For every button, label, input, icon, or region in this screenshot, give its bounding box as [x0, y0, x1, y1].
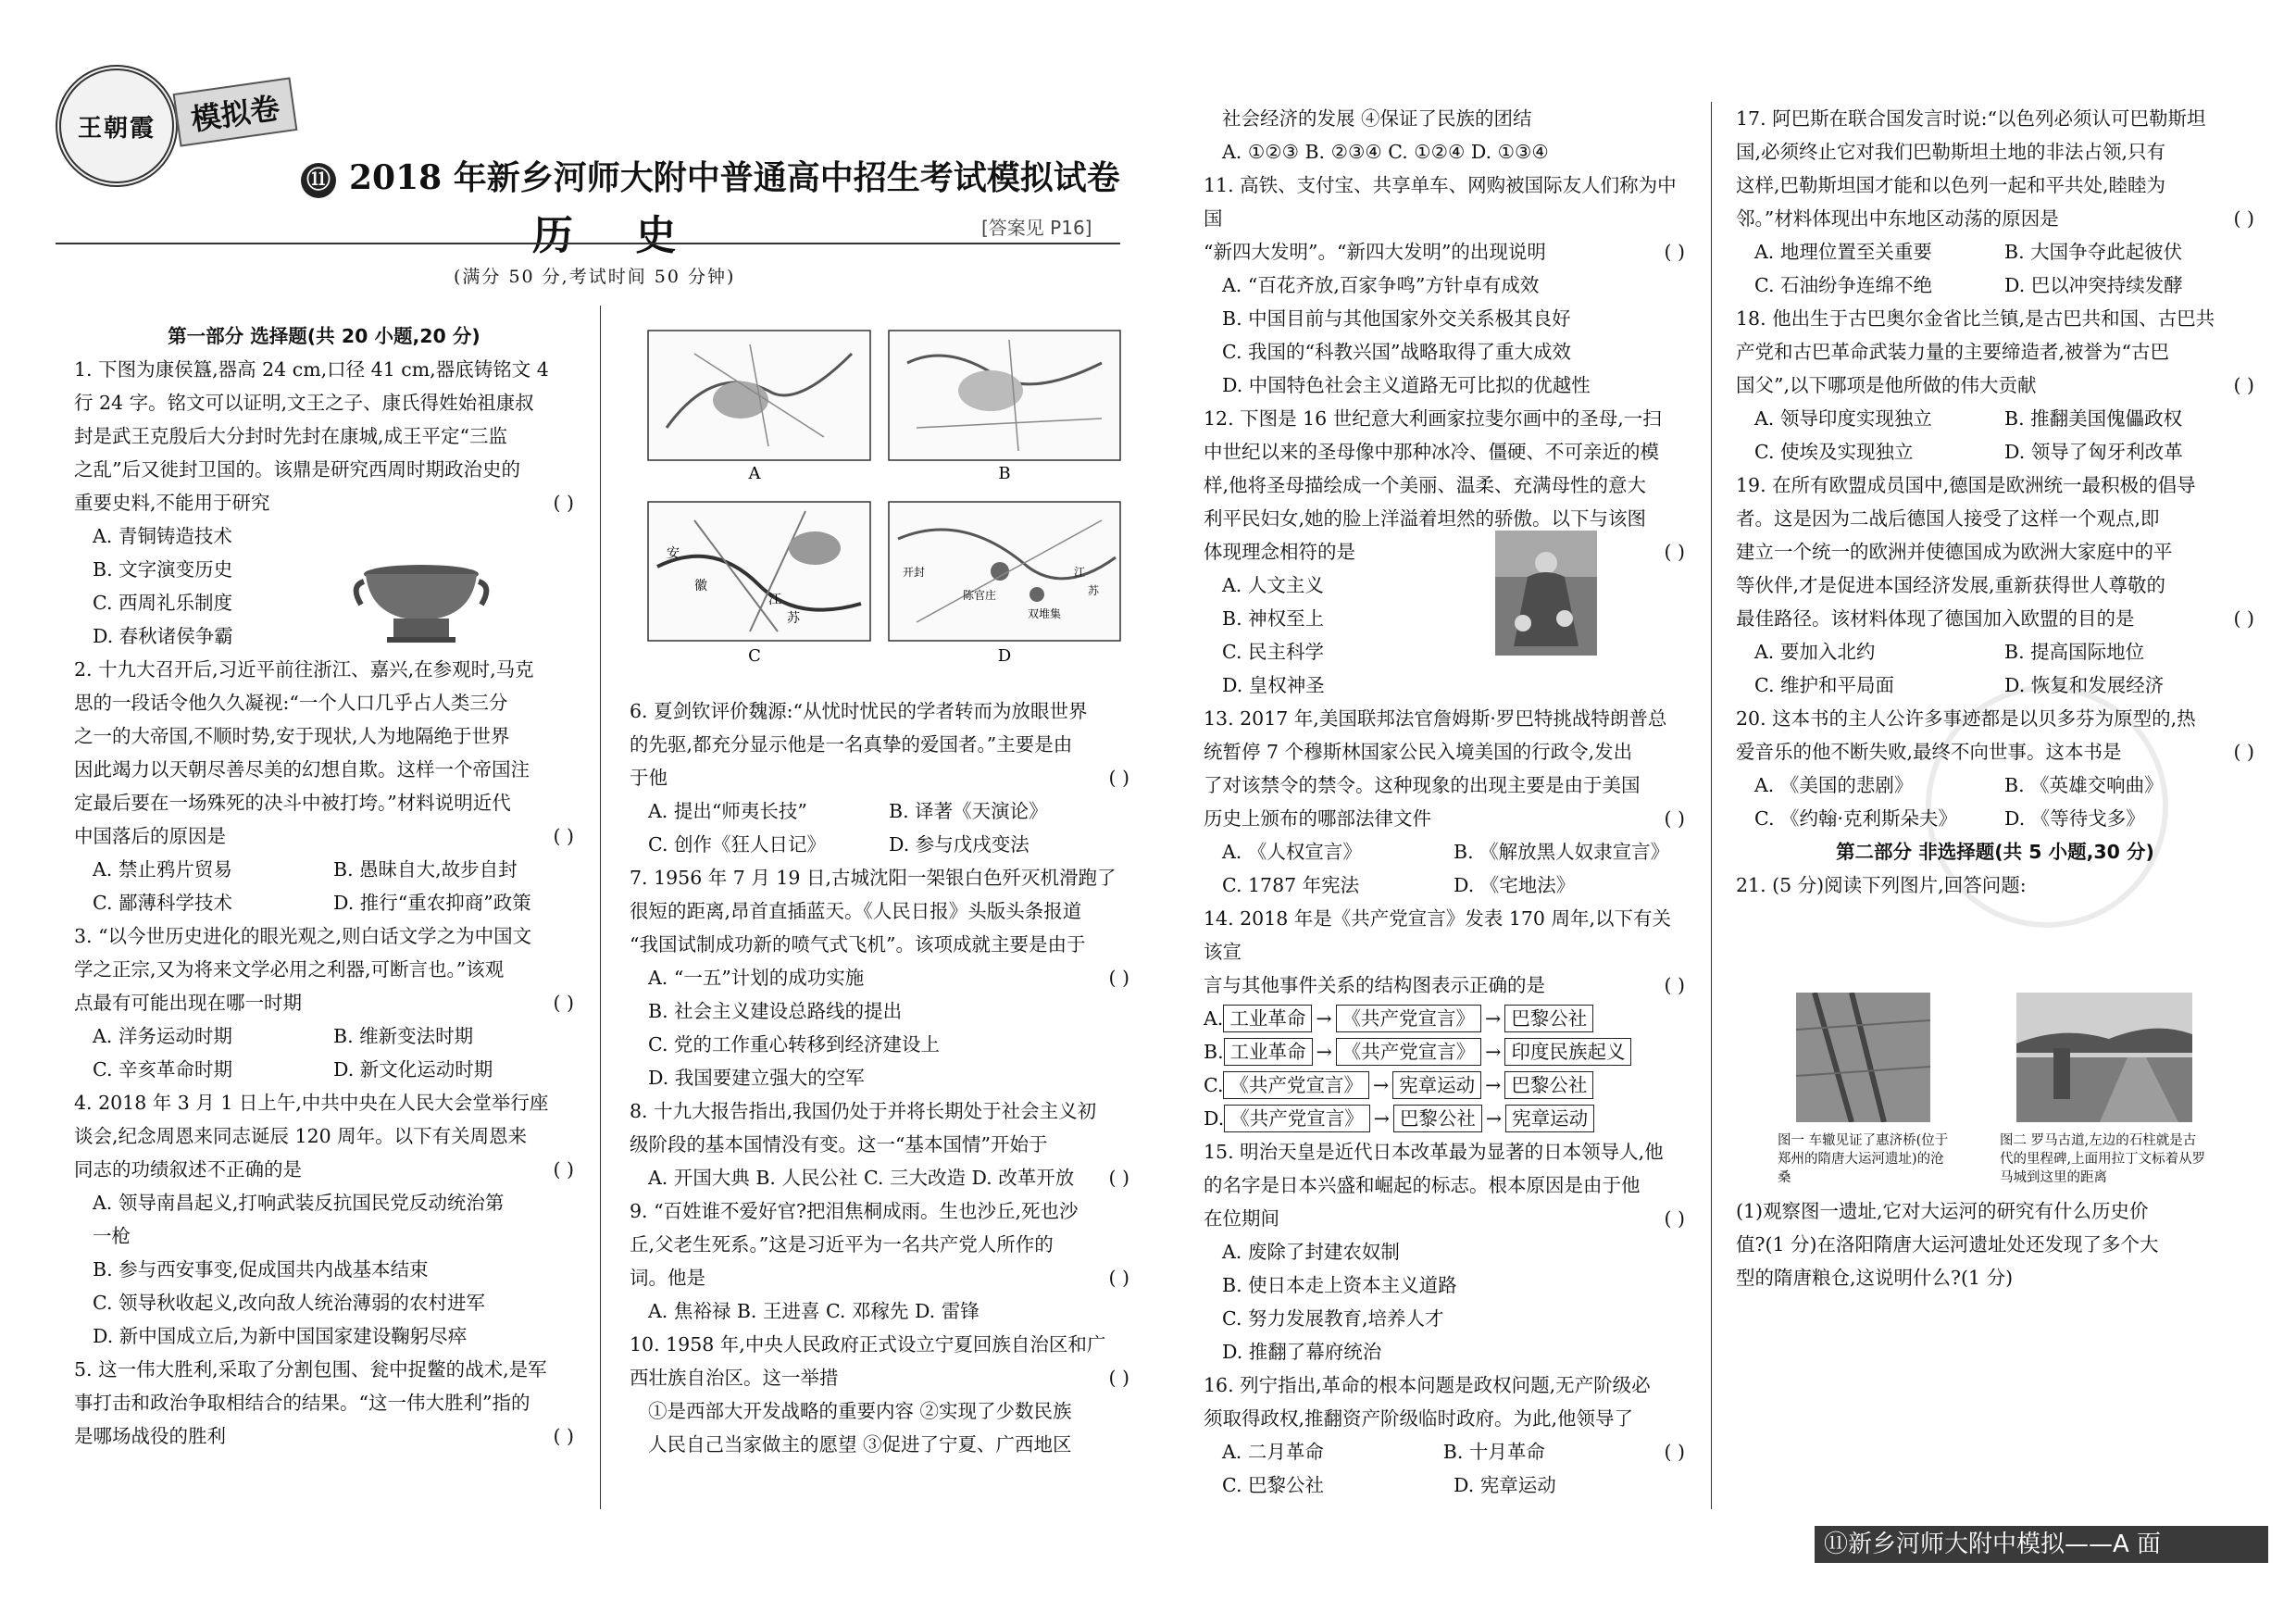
answer-option: A. 要加入北约: [1754, 641, 1876, 663]
question-line: [1204, 1202, 1685, 1235]
answer-option: A. 领导印度实现独立: [1754, 407, 1932, 430]
question-line: 8. 十九大报告指出,我国仍处于并将长期处于社会主义初: [630, 1100, 1097, 1122]
answer-option: C. 民主科学: [1222, 641, 1324, 663]
exam-info: (满分 50 分,考试时间 50 分钟): [454, 267, 736, 287]
answer-blank: ( ): [553, 1425, 574, 1447]
answer-option-row: [74, 1053, 574, 1086]
answer-option: B. 十月革命: [1442, 1441, 1545, 1463]
answer-blank: ( ): [553, 992, 574, 1014]
question-line: 16. 列宁指出,革命的根本问题是政权问题,无产阶级必: [1204, 1374, 1651, 1396]
question-line: 20. 这本书的主人公许多事迹都是以贝多芬为原型的,热: [1736, 707, 2196, 730]
answer-option: 一枪: [93, 1225, 131, 1247]
answer-option: 人民自己当家做主的愿望 ③促进了宁夏、广西地区: [648, 1433, 1072, 1456]
question-text: “新四大发明”。“新四大发明”的出现说明: [1204, 241, 1546, 263]
answer-option: B. 文字演变历史: [93, 558, 233, 581]
question-line: 12. 下图是 16 世纪意大利画家拉斐尔画中的圣母,一扫: [1204, 407, 1662, 430]
map-place: 江: [768, 593, 781, 607]
answer-blank: ( ): [1108, 1267, 1129, 1289]
question-text: 点最有可能出现在哪一时期: [74, 992, 302, 1014]
diagram-box: 巴黎公社: [1504, 1071, 1593, 1099]
answer-option: C. 我国的“科教兴国”战略取得了重大成效: [1222, 341, 1571, 363]
answer-option: C. 党的工作重心转移到经济建设上: [648, 1033, 940, 1056]
answer-option: A. “百花齐放,百家争鸣”方针卓有成效: [1222, 274, 1540, 296]
answer-blank: ( ): [1664, 541, 1685, 563]
roman-road-milestone-photo: [2016, 993, 2192, 1122]
structure-diagram-option: [1204, 1035, 1685, 1068]
question-line: [74, 1153, 574, 1186]
answer-option: A. 领导南昌起义,打响武装反抗国民党反动统治第: [93, 1192, 505, 1214]
question-line: 4. 2018 年 3 月 1 日上午,中共中央在人民大会堂举行座: [74, 1092, 549, 1114]
answer-option-row: [1736, 235, 2254, 269]
publisher-watermark: [1926, 685, 2168, 928]
answer-reference: [答案见 P16]: [981, 217, 1092, 239]
exam-title-text: 2018 年新乡河师大附中普通高中招生考试模拟试卷: [349, 158, 1120, 197]
question-line: 国,必须终止它对我们巴勒斯坦土地的非法占领,只有: [1736, 141, 2166, 163]
answer-option: C. 《约翰·克利斯朵夫》: [1754, 807, 1958, 830]
map-place: 陈官庄: [963, 589, 997, 602]
answer-option: D. 参与戊戌变法: [889, 833, 1029, 856]
answer-option-row: [1736, 635, 2254, 669]
answer-option: D. 恢复和发展经济: [2004, 674, 2165, 696]
question-line: 定最后要在一场殊死的决斗中被打垮。”材料说明近代: [74, 792, 511, 814]
answer-blank: ( ): [1664, 241, 1685, 263]
diagram-box: 工业革命: [1223, 1005, 1312, 1032]
answer-option: A. “一五”计划的成功实施: [648, 967, 865, 989]
map-label-c: C: [748, 646, 761, 666]
diagram-box: 《共产党宣言》: [1223, 1071, 1369, 1099]
structure-diagram-option: [1204, 1068, 1685, 1102]
question-line: 建立一个统一的欧洲并使德国成为欧洲大家庭中的平: [1736, 541, 2173, 563]
question-line: “我国试制成功新的喷气式飞机”。该项成就主要是由于: [630, 933, 1086, 956]
question-text: 最佳路径。该材料体现了德国加入欧盟的目的是: [1736, 607, 2135, 630]
question-text: 于他: [630, 767, 668, 789]
question-text: 同志的功绩叙述不正确的是: [74, 1158, 302, 1181]
answer-option-row: [630, 828, 1129, 861]
question-line: 封是武王克殷后大分封时先封在康城,成王平定“三监: [74, 425, 507, 447]
answer-blank: ( ): [1664, 974, 1685, 996]
question-line: 15. 明治天皇是近代日本改革最为显著的日本领导人,他: [1204, 1141, 1664, 1163]
answer-option: D. 宪章运动: [1454, 1474, 1556, 1496]
question-line: [74, 1419, 574, 1453]
answer-blank: ( ): [1108, 1367, 1129, 1389]
answer-option-row: [1204, 1468, 1685, 1502]
question-line: 1. 下图为康侯簋,器高 24 cm,口径 41 cm,器底铸铭文 4: [74, 358, 549, 381]
question-line: 谈会,纪念周恩来同志诞辰 120 周年。以下有关周恩来: [74, 1125, 528, 1147]
section-heading: 第二部分 非选择题(共 5 小题,30 分): [1836, 841, 2154, 863]
column-1: [74, 319, 574, 1453]
diagram-box: 巴黎公社: [1504, 1005, 1593, 1032]
arrow-icon: →: [1485, 1007, 1502, 1030]
answer-option: D. 我国要建立强大的空军: [648, 1067, 865, 1089]
answer-blank: ( ): [2233, 374, 2254, 396]
answer-option: B. 使日本走上资本主义道路: [1222, 1274, 1457, 1296]
answer-option-row: [1204, 1435, 1664, 1468]
logo-text: 王朝霞: [77, 114, 156, 143]
answer-option: A. 废除了封建农奴制: [1222, 1241, 1400, 1263]
question-line: 17. 阿巴斯在联合国发言时说:“以色列必须认可巴勒斯坦: [1736, 107, 2206, 130]
map-place: 苏: [787, 611, 800, 626]
question-line: [74, 986, 574, 1019]
question-line: 10. 1958 年,中央人民政府正式设立宁夏回族自治区和广: [630, 1333, 1106, 1356]
answer-option: D. 新文化运动时期: [333, 1058, 493, 1081]
answer-option: C. 维护和平局面: [1754, 674, 1894, 696]
question-line: 19. 在所有欧盟成员国中,德国是欧洲统一最积极的倡导: [1736, 474, 2196, 496]
answer-option: C. 领导秋收起义,改向敌人统治薄弱的农村进军: [93, 1292, 486, 1314]
answer-option: C. 辛亥革命时期: [93, 1058, 232, 1081]
answer-option: B. 社会主义建设总路线的提出: [648, 1000, 903, 1022]
answer-option: A. 青铜铸造技术: [93, 525, 232, 547]
answer-option: C. 西周礼乐制度: [93, 592, 232, 614]
answer-option: B. 《英雄交响曲》: [2004, 774, 2164, 796]
answer-option: C. 鄙薄科学技术: [93, 892, 232, 914]
question-text: 爱音乐的他不断失败,最终不向世事。这本书是: [1736, 741, 2122, 763]
answer-option: D. 春秋诸侯争霸: [93, 625, 233, 647]
answer-option: A. 提出“师夷长技”: [648, 800, 807, 822]
exam-number-badge: ⑪: [301, 163, 336, 198]
answer-option: B. 推翻美国傀儡政权: [2004, 407, 2183, 430]
answer-option: A. 《人权宣言》: [1222, 841, 1362, 863]
map-place: 双堆集: [1028, 607, 1062, 620]
question-21-prompt: [1736, 1194, 2254, 1294]
column-divider: [1711, 102, 1712, 1509]
answer-option: D. 推翻了幕府统治: [1222, 1341, 1382, 1363]
question-line: 9. “百姓谁不爱好官?把泪焦桐成雨。生也沙丘,死也沙: [630, 1200, 1079, 1222]
arrow-icon: →: [1372, 1074, 1390, 1096]
question-line: [74, 819, 574, 853]
question-line: 13. 2017 年,美国联邦法官詹姆斯·罗巴特挑战特朗普总: [1204, 707, 1667, 730]
madonna-painting-image: [1495, 531, 1597, 656]
option-letter: A.: [1204, 1007, 1224, 1030]
question-line: [630, 1361, 1129, 1394]
question-line: [630, 761, 1129, 794]
answer-option: B. 译著《天演论》: [889, 800, 1048, 822]
answer-option: D. 《等待戈多》: [2004, 807, 2145, 830]
question-text: 词。他是: [630, 1267, 705, 1289]
answer-option: D. 中国特色社会主义道路无可比拟的优越性: [1222, 374, 1591, 396]
page-footer: ⑪新乡河师大附中模拟——A 面: [1815, 1526, 2268, 1563]
question-line: 事打击和政治争取相结合的结果。“这一伟大胜利”指的: [74, 1392, 530, 1414]
answer-blank: ( ): [1664, 1207, 1685, 1230]
arrow-icon: →: [1373, 1107, 1390, 1130]
structure-diagram-option: [1204, 1002, 1685, 1035]
answer-option: B. 提高国际地位: [2004, 641, 2145, 663]
publisher-logo: [56, 65, 178, 187]
answer-option: A. 二月革命: [1222, 1441, 1324, 1463]
diagram-box: 巴黎公社: [1393, 1105, 1482, 1132]
answer-option: A. 开国大典 B. 人民公社 C. 三大改造 D. 改革开放: [648, 1167, 1075, 1189]
answer-option-row: [630, 794, 1129, 828]
question-line: 统暂停 7 个穆斯林国家公民入境美国的行政令,发出: [1204, 741, 1633, 763]
question-text: 言与其他事件关系的结构图表示正确的是: [1204, 974, 1545, 996]
answer-option-row: [74, 1019, 574, 1053]
answer-option: A. 焦裕禄 B. 王进喜 C. 邓稼先 D. 雷锋: [648, 1300, 980, 1322]
question-line: 6. 夏剑钦评价魏源:“从忧时忧民的学者转而为放眼世界: [630, 700, 1088, 722]
question-line: 丘,父老生死系。”这是习近平为一名共产党人所作的: [630, 1233, 1054, 1256]
map-place: 安: [667, 546, 680, 561]
answer-option: B. 维新变法时期: [333, 1025, 474, 1047]
question-line: (1)观察图一遗址,它对大运河的研究有什么历史价: [1736, 1200, 2149, 1222]
arrow-icon: →: [1316, 1007, 1332, 1030]
answer-option: D. 新中国成立后,为新中国国家建设鞠躬尽瘁: [93, 1325, 468, 1347]
huiji-bridge-ruts-photo: [1796, 993, 1930, 1122]
diagram-box: 《共产党宣言》: [1224, 1105, 1370, 1132]
diagram-box: 印度民族起义: [1504, 1038, 1631, 1066]
answer-option: B. 《解放黑人奴隶宣言》: [1454, 841, 1670, 863]
answer-blank: ( ): [1108, 767, 1129, 789]
structure-diagram-option: [1204, 1102, 1685, 1135]
answer-option: D. 推行“重农抑商”政策: [333, 892, 531, 914]
diagram-box: 宪章运动: [1392, 1071, 1481, 1099]
map-place: 苏: [1088, 584, 1100, 597]
question-line: 21. (5 分)阅读下列图片,回答问题:: [1736, 874, 2027, 896]
figure-1-caption: 图一 车辙见证了惠济桥(位于郑州的隋唐大运河遗址)的沧桑: [1778, 1133, 1949, 1185]
question-text: 在位期间: [1204, 1207, 1279, 1230]
answer-option: D. 领导了匈牙利改革: [2004, 441, 2183, 463]
column-divider: [600, 306, 601, 1509]
question-line: 样,他将圣母描绘成一个美丽、温柔、充满母性的意大: [1204, 474, 1647, 496]
arrow-icon: →: [1316, 1041, 1332, 1063]
answer-option-row: [1736, 402, 2254, 435]
answer-option-row: [1204, 835, 1685, 868]
answer-option: C. 石油纷争连绵不绝: [1754, 274, 1932, 296]
question-line: [1204, 968, 1685, 1002]
answer-option: B. 愚昧自大,故步自封: [333, 858, 518, 881]
question-text: 邻。”材料体现出中东地区动荡的原因是: [1736, 207, 2059, 230]
answer-option: 社会经济的发展 ④保证了民族的团结: [1222, 107, 1532, 130]
subject-title: 历 史: [532, 212, 701, 259]
option-letter: D.: [1204, 1107, 1225, 1130]
diagram-box: 《共产党宣言》: [1336, 1005, 1482, 1032]
answer-option-row: [74, 886, 574, 919]
battle-maps-figure: [639, 326, 1129, 687]
question-text: 是哪场战役的胜利: [74, 1425, 226, 1447]
answer-option: A. 《美国的悲剧》: [1754, 774, 1914, 796]
answer-blank: ( ): [2233, 207, 2254, 230]
question-line: 的先驱,都充分显示他是一名真挚的爱国者。”主要是由: [630, 733, 1073, 756]
answer-option-row: [1736, 269, 2254, 302]
answer-blank: ( ): [553, 492, 574, 514]
answer-option-row: [74, 853, 574, 886]
answer-option: C. 创作《狂人日记》: [648, 833, 826, 856]
kanghou-gui-vessel-image: [352, 554, 491, 646]
question-line: [630, 1261, 1129, 1294]
question-line: [1204, 802, 1685, 835]
answer-option: ①是西部大开发战略的重要内容 ②实现了少数民族: [648, 1400, 1072, 1422]
map-label-a: A: [748, 464, 761, 483]
answer-option: A. 人文主义: [1222, 574, 1324, 596]
question-line: 利平民妇女,她的脸上洋溢着坦然的骄傲。以下与该图: [1204, 507, 1647, 530]
map-c: [648, 502, 870, 641]
diagram-box: 宪章运动: [1505, 1105, 1594, 1132]
mock-exam-ribbon: 模拟卷: [173, 77, 298, 146]
answer-option: A. 禁止鸦片贸易: [93, 858, 232, 881]
answer-option: C. 使埃及实现独立: [1754, 441, 1914, 463]
answer-option: C. 1787 年宪法: [1222, 874, 1360, 896]
answer-option: D. 皇权神圣: [1222, 674, 1325, 696]
question-line: 之一的大帝国,不顺时势,安于现状,人为地隔绝于世界: [74, 725, 510, 747]
question-line: 14. 2018 年是《共产党宣言》发表 170 周年,以下有关该宣: [1204, 907, 1671, 963]
answer-blank: ( ): [2233, 607, 2254, 630]
question-line: 这样,巴勒斯坦国才能和以色列一起和平共处,睦睦为: [1736, 174, 2166, 196]
question-line: 的名字是日本兴盛和崛起的标志。根本原因是由于他: [1204, 1174, 1641, 1196]
question-line: 因此竭力以天朝尽善尽美的幻想自欺。这样一个帝国注: [74, 758, 530, 781]
question-line: 11. 高铁、支付宝、共享单车、网购被国际友人们称为中国: [1204, 174, 1677, 230]
answer-option: B. 中国目前与其他国家外交关系极其良好: [1222, 307, 1571, 330]
question-line: 级阶段的基本国情没有变。这一“基本国情”开始于: [630, 1133, 1048, 1156]
question-line: [1204, 235, 1685, 269]
question-text: 重要史料,不能用于研究: [74, 492, 270, 514]
answer-option: B. 大国争夺此起彼伏: [2004, 241, 2183, 263]
arrow-icon: →: [1485, 1107, 1503, 1130]
question-line: 5. 这一伟大胜利,采取了分割包围、瓮中捉鳖的战术,是军: [74, 1358, 547, 1381]
question-line: 型的隋唐粮仓,这说明什么?(1 分): [1736, 1267, 2014, 1289]
question-line: 者。这是因为二战后德国人接受了这样一个观点,即: [1736, 507, 2160, 530]
answer-option: C. 努力发展教育,培养人才: [1222, 1307, 1444, 1330]
question-line: 7. 1956 年 7 月 19 日,古城沈阳一架银白色歼灭机滑跑了: [630, 867, 1117, 889]
diagram-box: 《共产党宣言》: [1336, 1038, 1482, 1066]
question-text: 体现理念相符的是: [1204, 541, 1355, 563]
question-text: 国父”,以下哪项是他所做的伟大贡献: [1736, 374, 2037, 396]
question-line: 很短的距离,昂首直插蓝天。《人民日报》头版头条报道: [630, 900, 1082, 922]
answer-option: D. 巴以冲突持续发酵: [2004, 274, 2183, 296]
question-line: [1736, 602, 2254, 635]
question-line: 了对该禁令的禁令。这种现象的出现主要是由于美国: [1204, 774, 1641, 796]
question-text: 西壮族自治区。这一举措: [630, 1367, 839, 1389]
section-heading: 第一部分 选择题(共 20 小题,20 分): [168, 325, 480, 347]
arrow-icon: →: [1485, 1041, 1502, 1063]
column-2: [630, 694, 1129, 1461]
answer-blank: ( ): [1108, 1167, 1129, 1189]
map-label-d: D: [997, 646, 1012, 666]
question-line: [1736, 202, 2254, 235]
exam-title: [301, 152, 1120, 199]
question-line: 中世纪以来的圣母像中那种冰冷、僵硬、不可亲近的模: [1204, 441, 1659, 463]
answer-blank: ( ): [2233, 741, 2254, 763]
answer-blank: ( ): [553, 1158, 574, 1181]
answer-option: B. 神权至上: [1222, 607, 1325, 630]
answer-blank: ( ): [1664, 807, 1685, 830]
question-line: 值?(1 分)在洛阳隋唐大运河遗址处还发现了多个大: [1736, 1233, 2159, 1256]
diagram-box: 工业革命: [1224, 1038, 1313, 1066]
question-line: [1204, 535, 1685, 569]
question-text: 历史上颁布的哪部法律文件: [1204, 807, 1431, 830]
question-line: 18. 他出生于古巴奥尔金省比兰镇,是古巴共和国、古巴共: [1736, 307, 2215, 330]
question-line: [74, 486, 574, 519]
map-label-b: B: [998, 464, 1011, 483]
question-line: 产党和古巴革命武装力量的主要缔造者,被誉为“古巴: [1736, 341, 2169, 363]
header-rule: [56, 243, 1120, 244]
column-3: [1204, 102, 1685, 1502]
answer-option: A. ①②③ B. ②③④ C. ①②④ D. ①③④: [1222, 141, 1549, 163]
question-text: 中国落后的原因是: [74, 825, 226, 847]
option-letter: C.: [1204, 1074, 1224, 1096]
answer-option: A. 地理位置至关重要: [1754, 241, 1932, 263]
question-line: 行 24 字。铭文可以证明,文王之子、康氏得姓始祖康叔: [74, 392, 534, 414]
question-line: 等伙伴,才是促进本国经济发展,重新获得世人尊敬的: [1736, 574, 2166, 596]
answer-option-row: [1204, 868, 1685, 902]
arrow-icon: →: [1485, 1074, 1502, 1096]
question-line: 之乱”后又徙封卫国的。该鼎是研究西周时期政治史的: [74, 458, 520, 481]
map-place: 开封: [903, 566, 926, 579]
answer-option: C. 巴黎公社: [1222, 1474, 1324, 1496]
question-line: 思的一段话令他久久凝视:“一个人口几乎占人类三分: [74, 692, 508, 714]
map-place: 徽: [694, 579, 707, 594]
answer-option: B. 参与西安事变,促成国共内战基本结束: [93, 1258, 429, 1281]
figure-2-caption: 图二 罗马古道,左边的石柱就是古代的里程碑,上面用拉丁文标着从罗马城到这里的距离: [2000, 1133, 2206, 1185]
answer-blank: ( ): [553, 825, 574, 847]
answer-option: A. 洋务运动时期: [93, 1025, 232, 1047]
question-line: 2. 十九大召开后,习近平前往浙江、嘉兴,在参观时,马克: [74, 658, 534, 681]
answer-option: D. 《宅地法》: [1454, 874, 1576, 896]
map-a: [648, 331, 870, 460]
question-line: 须取得政权,推翻资产阶级临时政府。为此,他领导了: [1204, 1407, 1634, 1430]
question-line: [1736, 369, 2254, 402]
option-letter: B.: [1204, 1041, 1224, 1063]
answer-blank: ( ): [1664, 1441, 1685, 1463]
map-place: 江: [1074, 566, 1086, 579]
question-line: 3. “以今世历史进化的眼光观之,则白话文学之为中国文: [74, 925, 532, 947]
question-line: 学之正宗,又为将来文学必用之利器,可断言也。”该观: [74, 958, 505, 981]
answer-blank: ( ): [1108, 967, 1129, 989]
answer-option-row: [1736, 435, 2254, 469]
map-b: [889, 331, 1120, 460]
